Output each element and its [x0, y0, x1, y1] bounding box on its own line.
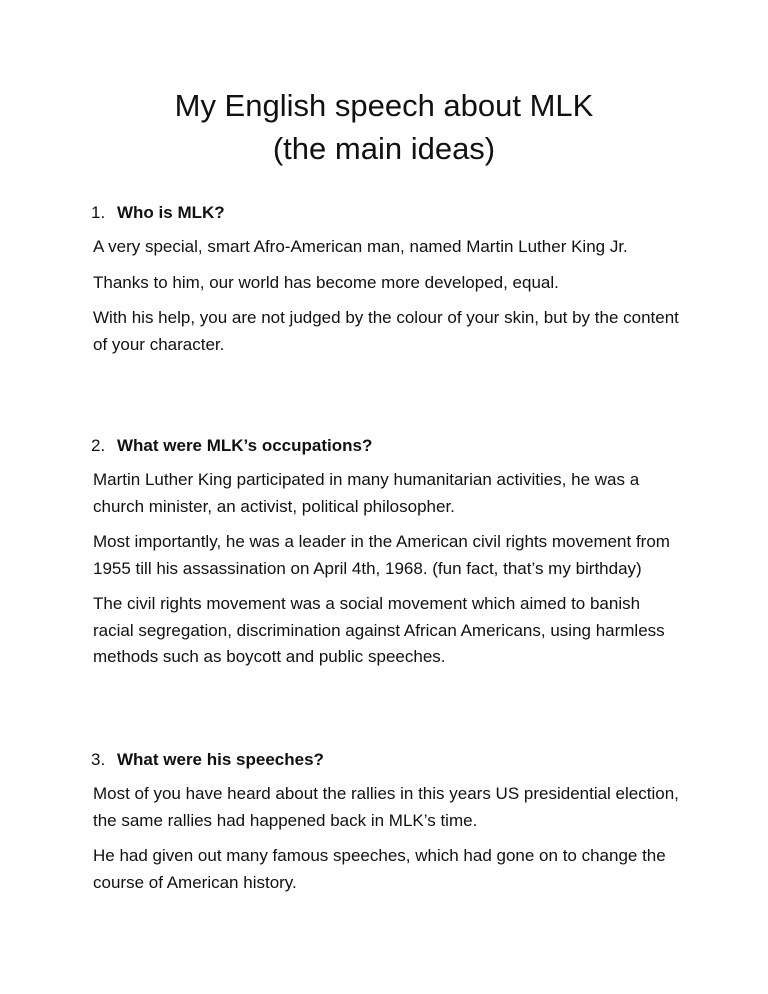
- page-title: [0, 84, 768, 170]
- title-line-2: (the main ideas): [272, 131, 496, 166]
- paragraph: With his help, you are not judged by the colour of your skin, but by the content of your character.: [93, 308, 679, 354]
- section-heading: [93, 748, 683, 772]
- paragraph: Most importantly, he was a leader in the American civil rights movement from 1955 till his assassination on April 4th, 1968. (fun fact, that’s my birthday): [93, 532, 670, 578]
- section-heading-text: What were MLK’s occupations?: [117, 436, 373, 455]
- section-number: 1.: [91, 203, 106, 222]
- paragraph: A very special, smart Afro-American man, named Martin Luther King Jr.: [93, 237, 628, 256]
- section-occupations: [93, 434, 683, 680]
- section-number: 3.: [91, 750, 106, 769]
- paragraph: Most of you have heard about the rallies in this years US presidential election, the same rallies had happened back in MLK’s time.: [93, 784, 679, 830]
- section-speeches: [93, 748, 683, 905]
- section-heading: [93, 434, 683, 458]
- paragraph: The civil rights movement was a social movement which aimed to banish racial segregation, discrimination against African Americans, using harmless methods such as boycott and public speeches.: [93, 594, 665, 666]
- section-number: 2.: [91, 436, 106, 455]
- paragraph: Thanks to him, our world has become more developed, equal.: [93, 272, 559, 292]
- title-line-1: My English speech about MLK: [174, 88, 594, 123]
- paragraph: Martin Luther King participated in many humanitarian activities, he was a church minister, an activist, political philosopher.: [93, 470, 640, 516]
- section-who-is-mlk: [93, 201, 683, 367]
- section-heading-text: What were his speeches?: [117, 750, 324, 769]
- paragraph: He had given out many famous speeches, which had gone on to change the course of American history.: [93, 846, 666, 892]
- section-heading: [93, 201, 683, 225]
- section-heading-text: Who is MLK?: [117, 203, 225, 222]
